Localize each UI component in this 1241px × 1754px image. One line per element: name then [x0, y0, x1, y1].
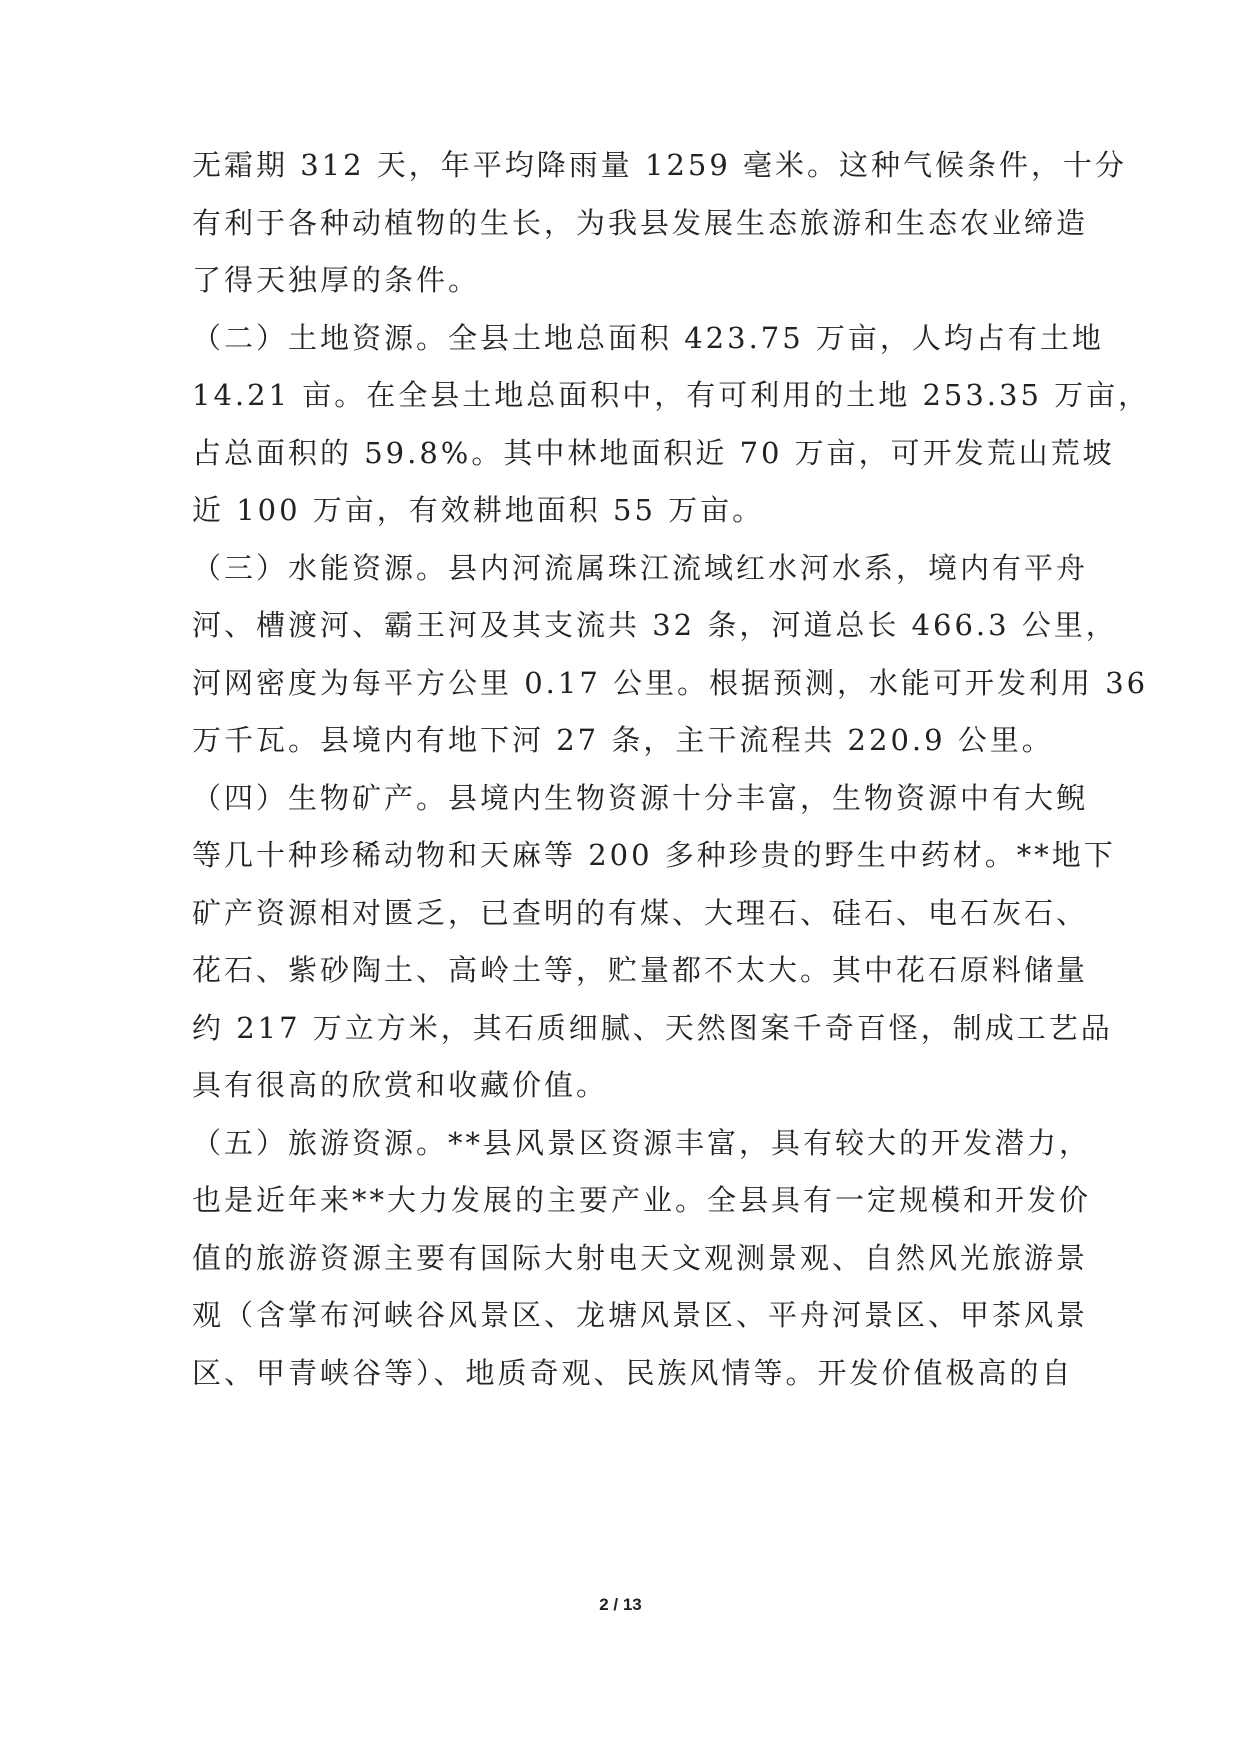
page-number: 2 / 13: [599, 1595, 642, 1614]
paragraph-line: 河网密度为每平方公里 0.17 公里。根据预测，水能可开发利用 36: [192, 666, 1149, 700]
paragraph-line: 具有很高的欣赏和收藏价值。: [192, 1068, 609, 1102]
paragraph-line: （二）土地资源。全县土地总面积 423.75 万亩，人均占有土地: [192, 321, 1104, 355]
paragraph-line: 14.21 亩。在全县土地总面积中，有可利用的土地 253.35 万亩，: [192, 378, 1151, 412]
paragraph-line: 花石、紫砂陶土、高岭土等，贮量都不太大。其中花石原料储量: [192, 953, 1089, 987]
paragraph-line: （三）水能资源。县内河流属珠江流域红水河水系，境内有平舟: [192, 551, 1089, 585]
paragraph-line: 万千瓦。县境内有地下河 27 条，主干流程共 220.9 公里。: [192, 723, 1054, 757]
paragraph-line: （四）生物矿产。县境内生物资源十分丰富，生物资源中有大鲵: [192, 781, 1089, 815]
paragraph-line: （五）旅游资源。**县风景区资源丰富，具有较大的开发潜力，: [192, 1126, 1092, 1160]
paragraph-line: 约 217 万立方米，其石质细腻、天然图案千奇百怪，制成工艺品: [192, 1011, 1113, 1045]
paragraph-line: 河、槽渡河、霸王河及其支流共 32 条，河道总长 466.3 公里，: [192, 608, 1118, 642]
paragraph-line: 值的旅游资源主要有国际大射电天文观测景观、自然风光旅游景: [192, 1241, 1089, 1275]
paragraph-line: 观（含掌布河峡谷风景区、龙塘风景区、平舟河景区、甲茶风景: [192, 1298, 1089, 1332]
paragraph-line: 有利于各种动植物的生长，为我县发展生态旅游和生态农业缔造: [192, 206, 1089, 240]
paragraph-line: 也是近年来**大力发展的主要产业。全县具有一定规模和开发价: [192, 1183, 1092, 1217]
paragraph-line: 无霜期 312 天，年平均降雨量 1259 毫米。这种气候条件，十分: [192, 148, 1128, 182]
paragraph-line: 区、甲青峡谷等）、地质奇观、民族风情等。开发价值极高的自: [192, 1356, 1074, 1390]
paragraph-line: 近 100 万亩，有效耕地面积 55 万亩。: [192, 493, 765, 527]
paragraph-line: 了得天独厚的条件。: [192, 263, 481, 297]
paragraph-line: 占总面积的 59.8%。其中林地面积近 70 万亩，可开发荒山荒坡: [192, 436, 1115, 470]
paragraph-line: 矿产资源相对匮乏，已查明的有煤、大理石、硅石、电石灰石、: [192, 896, 1089, 930]
paragraph-line: 等几十种珍稀动物和天麻等 200 多种珍贵的野生中药材。**地下: [192, 838, 1116, 872]
